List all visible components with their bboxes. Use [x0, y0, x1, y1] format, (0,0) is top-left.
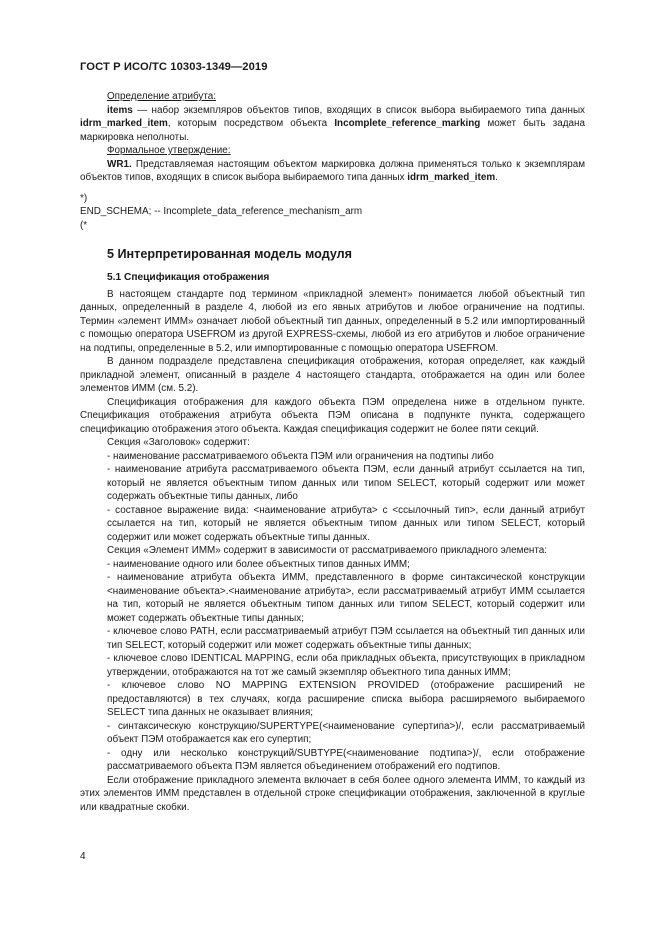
paragraph-4: Секция «Заголовок» содержит:: [107, 437, 250, 448]
code-line-1: *): [80, 192, 88, 204]
list-item: - синтаксическую конструкцию/SUPERTYPE(<наименование супертипа>)/, если рассматриваемый объект ПЭМ отображается как его супертип;: [107, 720, 585, 745]
document-header: ГОСТ Р ИСО/ТС 10303-1349—2019: [80, 61, 268, 73]
paragraph-3: Спецификация отображения для каждого объекта ПЭМ определена ниже в отдельном пункте. Спецификация отображения атрибута объекта ПЭМ описана в подпункте пункта, содержащего спецификацию отображения этого объекта. Каждая спецификация содержит не более пяти секций.: [80, 396, 585, 435]
attribute-items-paragraph: items — набор экземпляров объектов типов, входящих в список выбора выбираемого типа данных idrm_marked_item, которым посредством объекта Incomplete_reference_marking может быть задана маркировка неполноты.: [80, 104, 585, 143]
list-item: - наименование одного или более объектных типов данных ИММ;: [107, 558, 410, 570]
formal-statement-heading: Формальное утверждение:: [107, 145, 231, 156]
list-item: - наименование атрибута рассматриваемого объекта ПЭМ, если данный атрибут ссылается на тип, который не является объектным типом данных или типом SELECT, который содержит или может содержать объектные типы данных, либо: [107, 464, 585, 502]
list-item: - ключевое слово PATH, если рассматриваемый атрибут ПЭМ ссылается на объектный тип данных или тип SELECT, который содержит или может содержать объектные типы данных;: [107, 626, 585, 651]
page-content: [80, 90, 585, 814]
subsection-heading: 5.1 Спецификация отображения: [107, 272, 270, 283]
list-item: - наименование рассматриваемого объекта ПЭМ или ограничения на подтипы либо: [107, 450, 494, 462]
paragraph-1: В настоящем стандарте под термином «прикладной элемент» понимается любой объектный тип данных, определенный в разделе 4, любой из его явных атрибутов и любое ограничение на подтипы. Термин «элемент ИММ» означает любой объектный тип данных, определенный в 5.2 или импортированный с помощью оператора USEFROM из другой EXPRESS-схемы, любой из его атрибутов и любое ограничение на подтипы, определенные в 5.2, или импортированные с помощью оператора USEFROM.: [80, 288, 585, 354]
list-item: - ключевое слово IDENTICAL MAPPING, если оба прикладных объекта, присутствующих в прикладном утверждении, отображаются на тот же самый экземпляр объектного типа данных ИММ;: [107, 653, 585, 678]
list-item: - составное выражение вида: <наименование атрибута> с <ссылочный тип>, если данный атрибут ссылается на тип, который не является объектным типом данных или типом SELECT, который содержит или может содержать объектные типы данных.: [107, 504, 585, 543]
paragraph-2: В данном подразделе представлена спецификация отображения, которая определяет, как каждый прикладной элемент, описанный в разделе 4 настоящего стандарта, отображается на один или более элементов ИММ (см. 5.2).: [80, 356, 585, 394]
paragraph-6: Если отображение прикладного элемента включает в себя более одного элемента ИММ, то каждый из этих элементов ИММ представлен в отдельной строке спецификации отображения, заключенной в круглые или квадратные скобки.: [80, 774, 585, 813]
list-item: - одну или несколько конструкций/SUBTYPE(<наименование подтипа>)/, если отображение рассматриваемого объекта ПЭМ является объединением отображений его подтипов.: [107, 747, 585, 772]
attribute-definition-heading: Определение атрибута:: [107, 91, 217, 102]
wr1-paragraph: WR1. Представляемая настоящим объектом маркировка должна применяться только к экземплярам объектов типов, входящих в список выбора выбираемого типа данных idrm_marked_item.: [80, 158, 585, 183]
page-number: 4: [80, 851, 86, 862]
section-heading: 5 Интерпретированная модель модуля: [107, 247, 353, 261]
paragraph-5: Секция «Элемент ИММ» содержит в зависимости от рассматриваемого прикладного элемента:: [107, 545, 548, 556]
list-item: - наименование атрибута объекта ИММ, представленного в форме синтаксической конструкции <наименование объекта>.<наименование атрибута>, если рассматриваемый атрибут ИММ ссылается на тип, который не является объектным типом данных или типом SELECT, который содержит или может содержать объектные типы данных;: [107, 572, 585, 624]
code-line-2: END_SCHEMA; -- Incomplete_data_reference_mechanism_arm: [80, 206, 363, 217]
code-line-3: (*: [80, 219, 88, 231]
list-item: - ключевое слово NO MAPPING EXTENSION PROVIDED (отображение расширений не предоставляются) в тех случаях, когда расширение списка выбора расширяемого выбираемого SELECT типа данных не оказывает влияния;: [107, 680, 585, 718]
